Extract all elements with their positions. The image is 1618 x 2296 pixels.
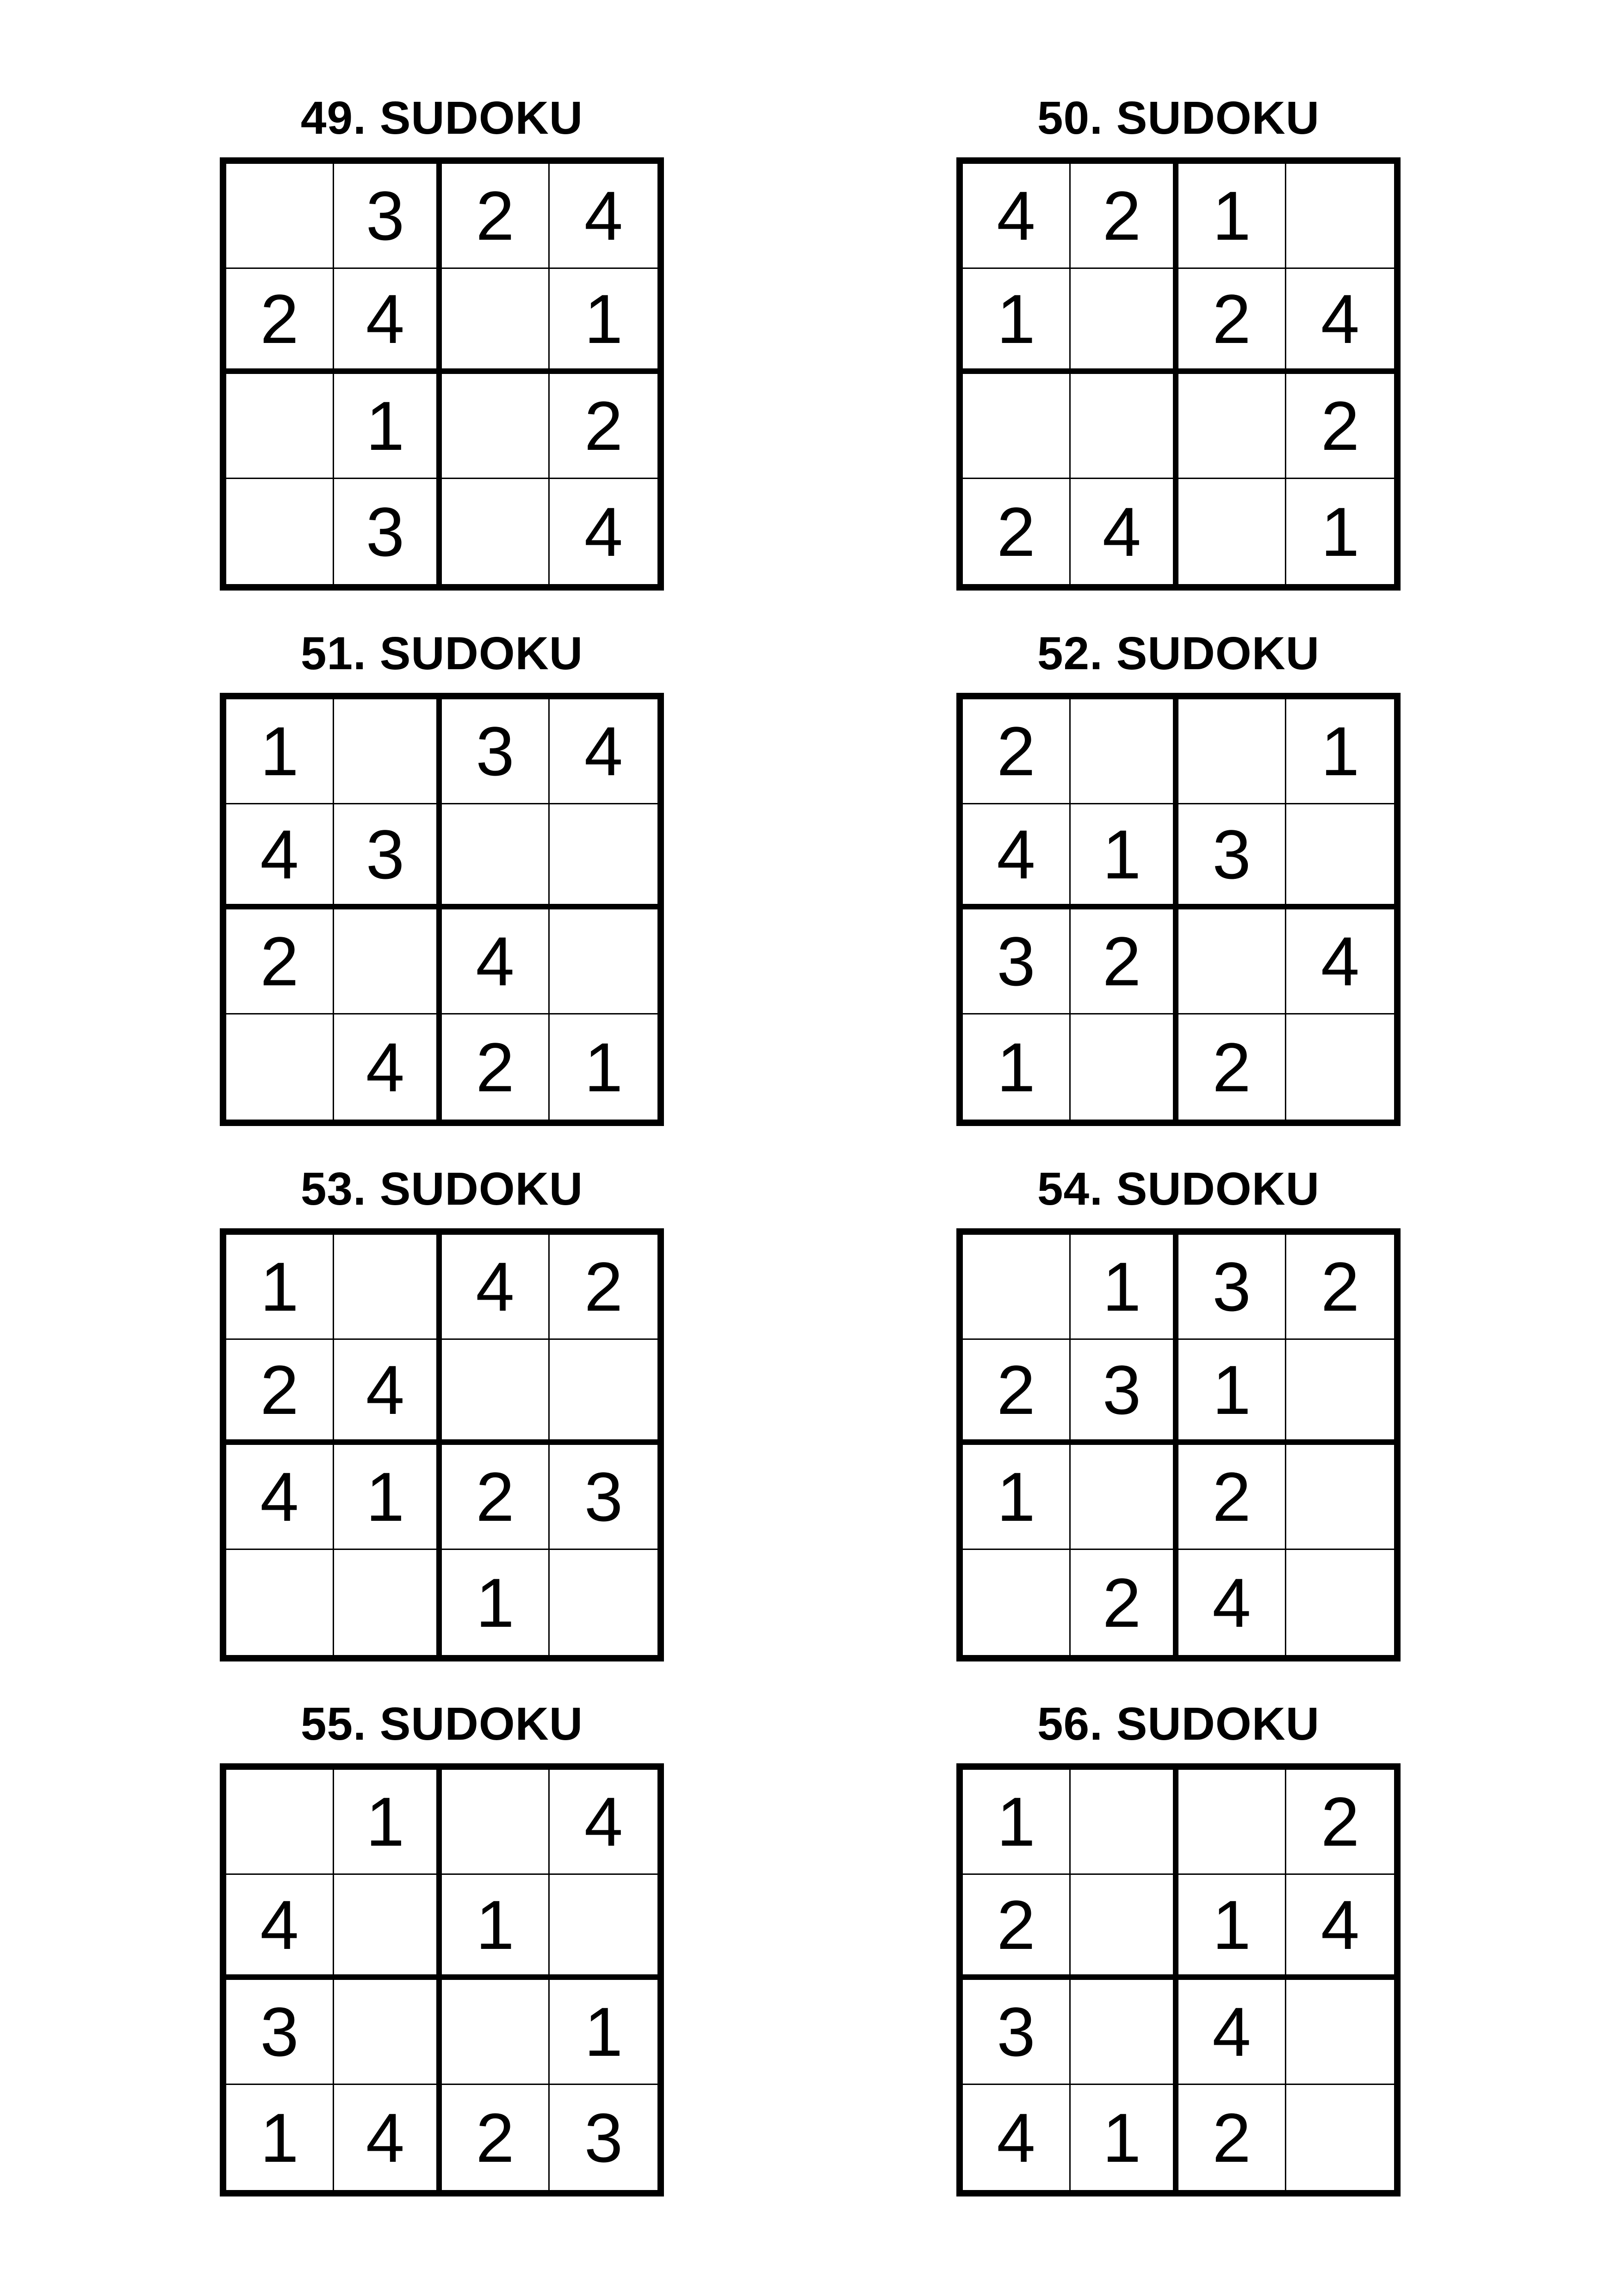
grid-cell: 4 — [1178, 1550, 1286, 1655]
grid-cell: 1 — [1178, 164, 1286, 269]
grid-cell: 2 — [1178, 1014, 1286, 1120]
grid-cell: 3 — [334, 479, 442, 584]
grid-cell: 4 — [334, 2085, 442, 2190]
grid-cell: 2 — [963, 1340, 1071, 1445]
grid-cell: 2 — [1071, 164, 1178, 269]
grid-cell: 4 — [226, 804, 334, 909]
grid-cell: 1 — [963, 1014, 1071, 1120]
grid-cell — [334, 1550, 442, 1655]
grid-cell: 1 — [334, 374, 442, 479]
grid-cell: 4 — [334, 269, 442, 374]
grid-cell: 1 — [442, 1550, 550, 1655]
grid-cell: 1 — [226, 2085, 334, 2190]
grid-cell — [1286, 1340, 1394, 1445]
grid-cell — [1178, 479, 1286, 584]
grid-cell: 3 — [334, 804, 442, 909]
grid-cell — [1071, 374, 1178, 479]
grid-cell — [1071, 1445, 1178, 1550]
grid-cell: 1 — [1071, 1235, 1178, 1340]
grid-cell: 1 — [963, 269, 1071, 374]
grid-cell: 2 — [442, 1014, 550, 1120]
grid-cell: 3 — [1178, 1235, 1286, 1340]
grid-cell: 1 — [1320, 492, 1360, 571]
grid-cell: 1 — [963, 1445, 1071, 1550]
grid-cell — [1178, 374, 1286, 479]
grid-cell: 2 — [1071, 1550, 1178, 1655]
grid-cell — [1178, 1770, 1286, 1875]
sudoku-grid — [220, 693, 664, 1126]
grid-cell: 3 — [1071, 1340, 1178, 1445]
grid-cell: 1 — [1286, 699, 1394, 804]
grid-cell: 1 — [442, 1875, 550, 1980]
grid-cell: 2 — [226, 1340, 334, 1445]
grid-cell — [963, 374, 1071, 479]
puzzle-title: 51. SUDOKU — [300, 628, 583, 679]
sudoku-grid — [220, 157, 664, 591]
grid-cell: 4 — [550, 164, 657, 269]
grid-cell: 1 — [334, 1770, 442, 1875]
grid-cell — [1071, 1980, 1178, 2085]
puzzle-title: 54. SUDOKU — [1037, 1163, 1320, 1215]
grid-cell — [334, 699, 442, 804]
grid-cell — [963, 1550, 1071, 1655]
grid-cell: 3 — [963, 1980, 1071, 2085]
grid-cell: 1 — [226, 699, 334, 804]
grid-cell — [550, 804, 657, 909]
grid-cell: 3 — [1178, 804, 1286, 909]
grid-cell — [1178, 909, 1286, 1014]
grid-cell: 3 — [963, 909, 1071, 1014]
grid-cell: 4 — [334, 1014, 442, 1120]
grid-cell — [442, 1980, 550, 2085]
grid-cell — [1286, 1445, 1394, 1550]
grid-cell: 4 — [550, 699, 657, 804]
grid-cell — [1286, 2085, 1394, 2190]
grid-cell — [1071, 269, 1178, 374]
sudoku-grid — [956, 1228, 1401, 1661]
grid-cell — [442, 804, 550, 909]
grid-cell: 2 — [963, 699, 1071, 804]
grid-cell: 3 — [334, 164, 442, 269]
grid-cell — [442, 1770, 550, 1875]
grid-cell — [1178, 699, 1286, 804]
grid-cell: 2 — [963, 1875, 1071, 1980]
grid-cell — [963, 1235, 1071, 1340]
grid-cell — [226, 1770, 334, 1875]
grid-cell — [550, 909, 657, 1014]
grid-cell: 2 — [226, 269, 334, 374]
grid-cell: 4 — [550, 1770, 657, 1875]
grid-cell: 1 — [963, 1770, 1071, 1875]
grid-cell: 1 — [550, 1980, 657, 2085]
grid-cell: 4 — [584, 492, 623, 571]
sudoku-grid — [956, 1763, 1401, 2196]
grid-cell: 3 — [550, 1445, 657, 1550]
grid-cell: 3 — [584, 2098, 623, 2177]
grid-cell: 2 — [1178, 2085, 1286, 2190]
grid-cell — [1071, 1014, 1178, 1120]
grid-cell — [442, 1340, 550, 1445]
grid-cell — [1071, 1770, 1178, 1875]
puzzle-title: 53. SUDOKU — [300, 1163, 583, 1215]
grid-cell: 4 — [1178, 1980, 1286, 2085]
grid-cell: 4 — [963, 2085, 1071, 2190]
sudoku-grid — [220, 1228, 664, 1661]
grid-cell — [442, 479, 550, 584]
grid-cell — [226, 479, 334, 584]
puzzle-title: 49. SUDOKU — [300, 92, 583, 144]
puzzle-title: 52. SUDOKU — [1037, 628, 1320, 679]
grid-cell: 4 — [334, 1340, 442, 1445]
grid-cell: 1 — [1178, 1340, 1286, 1445]
grid-cell: 4 — [226, 1875, 334, 1980]
grid-cell: 2 — [1286, 1770, 1394, 1875]
grid-cell: 4 — [442, 909, 550, 1014]
grid-cell: 1 — [1071, 804, 1178, 909]
grid-cell: 1 — [1178, 1875, 1286, 1980]
grid-cell — [334, 909, 442, 1014]
grid-cell: 2 — [1178, 1445, 1286, 1550]
grid-cell: 1 — [584, 1028, 623, 1106]
grid-cell — [226, 1014, 334, 1120]
puzzle-title: 50. SUDOKU — [1037, 92, 1320, 144]
puzzle-title: 55. SUDOKU — [300, 1698, 583, 1750]
grid-cell — [334, 1980, 442, 2085]
grid-cell — [1286, 1980, 1394, 2085]
grid-cell: 2 — [442, 1445, 550, 1550]
grid-cell — [334, 1235, 442, 1340]
grid-cell — [1286, 1014, 1394, 1120]
grid-cell: 2 — [226, 909, 334, 1014]
grid-cell: 4 — [963, 804, 1071, 909]
grid-cell — [442, 269, 550, 374]
sudoku-grid — [956, 693, 1401, 1126]
grid-cell: 4 — [1071, 479, 1178, 584]
grid-cell: 4 — [442, 1235, 550, 1340]
grid-cell — [334, 1875, 442, 1980]
grid-cell — [1286, 164, 1394, 269]
grid-cell: 3 — [442, 699, 550, 804]
grid-cell: 1 — [1071, 2085, 1178, 2190]
grid-cell — [226, 1550, 334, 1655]
grid-cell — [226, 164, 334, 269]
grid-cell — [550, 1550, 657, 1655]
grid-cell — [226, 374, 334, 479]
grid-cell: 1 — [550, 269, 657, 374]
grid-cell: 2 — [963, 479, 1071, 584]
grid-cell: 3 — [226, 1980, 334, 2085]
grid-cell: 1 — [334, 1445, 442, 1550]
grid-cell — [442, 374, 550, 479]
grid-cell: 1 — [226, 1235, 334, 1340]
grid-cell: 2 — [550, 1235, 657, 1340]
grid-cell: 2 — [550, 374, 657, 479]
puzzle-title: 56. SUDOKU — [1037, 1698, 1320, 1750]
grid-cell: 4 — [1286, 1875, 1394, 1980]
grid-cell — [1286, 804, 1394, 909]
grid-cell: 2 — [1286, 374, 1394, 479]
grid-cell — [1071, 699, 1178, 804]
grid-cell: 2 — [1178, 269, 1286, 374]
grid-cell — [1071, 1875, 1178, 1980]
sudoku-grid — [220, 1763, 664, 2196]
sudoku-grid — [956, 157, 1401, 591]
grid-cell — [1286, 1550, 1394, 1655]
grid-cell: 2 — [1286, 1235, 1394, 1340]
grid-cell — [550, 1875, 657, 1980]
grid-cell: 4 — [1286, 269, 1394, 374]
grid-cell: 2 — [442, 164, 550, 269]
grid-cell — [550, 1340, 657, 1445]
grid-cell: 4 — [963, 164, 1071, 269]
grid-cell: 4 — [226, 1445, 334, 1550]
grid-cell: 2 — [1071, 909, 1178, 1014]
grid-cell: 4 — [1286, 909, 1394, 1014]
grid-cell: 2 — [442, 2085, 550, 2190]
